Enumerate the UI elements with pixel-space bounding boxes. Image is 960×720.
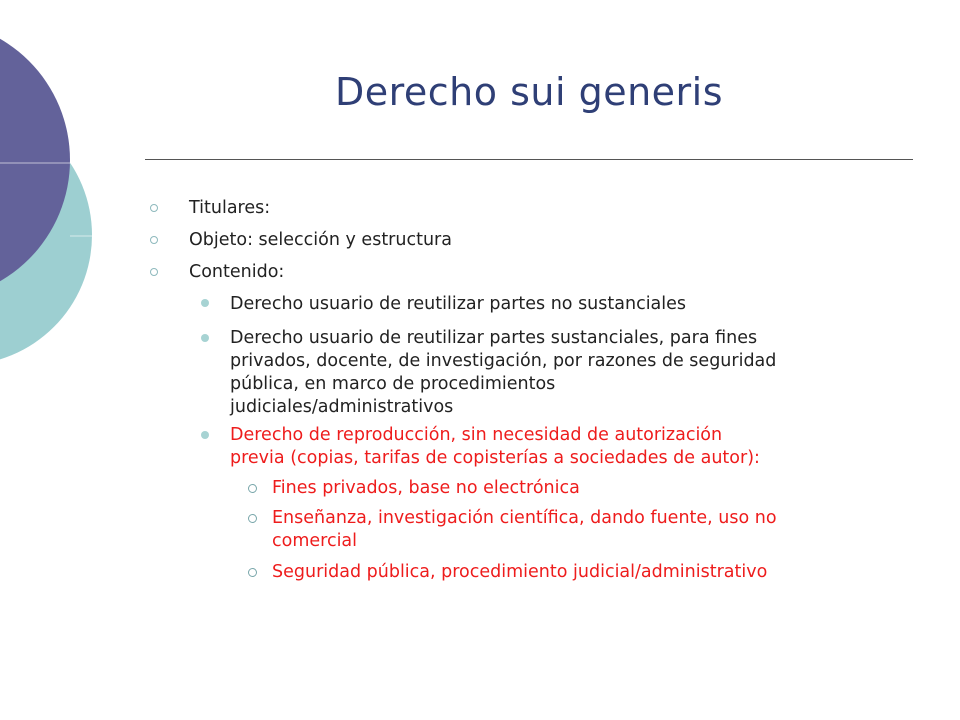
bullet-line: Seguridad pública, procedimiento judicial/administrativo <box>272 562 768 582</box>
dot-bullet-icon <box>201 299 209 307</box>
bullet-line: previa (copias, tarifas de copisterías a sociedades de autor): <box>230 448 760 468</box>
bullet-line: Derecho usuario de reutilizar partes no sustanciales <box>230 294 687 314</box>
bullet-derecho-reproduccion <box>230 424 760 470</box>
bullet-seguridad-publica <box>272 561 767 583</box>
bullet-line: Derecho usuario de reutilizar partes sustanciales, para fines <box>230 328 758 348</box>
bullet-reutilizar-no-sustanciales <box>230 293 686 315</box>
bullet-line: comercial <box>272 531 358 551</box>
dot-bullet-icon <box>201 334 209 342</box>
bullet-objeto: Objeto: selección y estructura <box>189 230 452 250</box>
ring-bullet-icon <box>248 484 257 493</box>
bullet-line: Enseñanza, investigación científica, dando fuente, uso no <box>272 508 777 528</box>
bullet-line: Fines privados, base no electrónica <box>272 478 580 498</box>
dot-bullet-icon <box>201 431 209 439</box>
ring-bullet-icon <box>248 568 257 577</box>
bullet-line: judiciales/administrativos <box>230 397 454 417</box>
ring-bullet-icon <box>150 236 158 244</box>
bullet-line: privados, docente, de investigación, por razones de seguridad <box>230 351 777 371</box>
bullet-contenido: Contenido: <box>189 262 285 282</box>
ring-bullet-icon <box>150 204 158 212</box>
bullet-reutilizar-sustanciales <box>230 327 776 419</box>
bullet-line: pública, en marco de procedimientos <box>230 374 556 394</box>
bullet-titulares: Titulares: <box>189 198 271 218</box>
ring-bullet-icon <box>150 268 158 276</box>
bullet-line: Derecho de reproducción, sin necesidad de autorización <box>230 425 723 445</box>
ring-bullet-icon <box>248 514 257 523</box>
slide-title: Derecho sui generis <box>334 70 724 114</box>
bullet-fines-privados <box>272 477 580 499</box>
bullet-ensenanza <box>272 507 777 553</box>
